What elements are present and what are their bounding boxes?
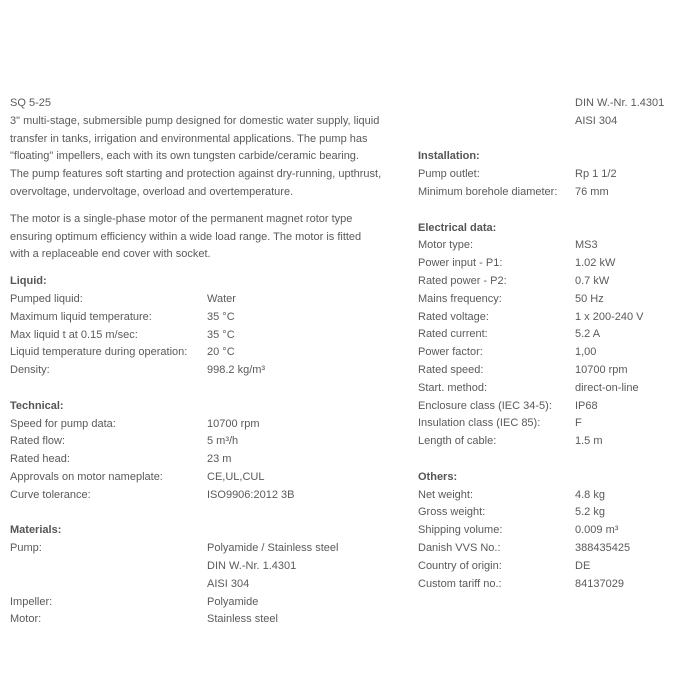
spec-row (10, 558, 405, 576)
spec-label: Custom tariff no.: (418, 577, 502, 590)
spec-row (418, 273, 690, 291)
spec-label: Start. method: (418, 381, 488, 394)
spec-label: Speed for pump data: (10, 417, 116, 430)
description-line: with a replaceable end cover with socket. (10, 248, 211, 261)
spec-label: Length of cable: (418, 435, 497, 448)
spec-value: DIN W.-Nr. 1.4301 (207, 559, 297, 572)
description-line: The motor is a single-phase motor of the permanent magnet rotor type (10, 212, 353, 225)
spec-row (10, 576, 405, 594)
installation-section (418, 148, 690, 201)
spec-label: Rated current: (418, 328, 488, 341)
spec-value: CE,UL,CUL (207, 470, 265, 483)
spec-row (10, 594, 405, 612)
spec-label: Rated voltage: (418, 310, 489, 323)
spec-label: Danish VVS No.: (418, 541, 501, 554)
spec-row (418, 558, 690, 576)
spec-value: 998.2 kg/m³ (207, 364, 266, 377)
spec-row (418, 291, 690, 309)
left-column (10, 95, 405, 629)
section-heading: Electrical data: (418, 221, 497, 234)
spec-value: 76 mm (575, 185, 609, 198)
spec-value: 10700 rpm (575, 363, 628, 376)
right-column (418, 95, 690, 593)
spec-label: Minimum borehole diameter: (418, 185, 558, 198)
motor-description (10, 211, 405, 264)
spec-value: ISO9906:2012 3B (207, 488, 295, 501)
product-title: SQ 5-25 (10, 97, 51, 109)
spec-value: 1.5 m (575, 435, 603, 448)
spec-value: 0.009 m³ (575, 524, 619, 537)
description-line: 3" multi-stage, submersible pump designed for domestic water supply, liquid (10, 114, 380, 127)
spec-row (418, 309, 690, 327)
spec-label: Pumped liquid: (10, 292, 83, 305)
spec-label: Enclosure class (IEC 34-5): (418, 399, 552, 412)
spec-label: Pump: (10, 542, 42, 555)
spec-row (418, 344, 690, 362)
spec-value: 0.7 kW (575, 274, 610, 287)
spec-row (10, 309, 405, 327)
spec-value: 35 °C (207, 328, 235, 341)
materials-section (10, 522, 405, 629)
spec-value: Rp 1 1/2 (575, 168, 617, 181)
spec-value: 5.2 A (575, 328, 601, 341)
spec-label: Max liquid t at 0.15 m/sec: (10, 328, 138, 341)
spec-value: 1,00 (575, 346, 597, 359)
spec-value: AISI 304 (207, 577, 250, 590)
spec-row (418, 380, 690, 398)
spec-row (418, 415, 690, 433)
spec-label: Rated flow: (10, 435, 66, 448)
spec-label: Rated power - P2: (418, 274, 507, 287)
spec-label: Power factor: (418, 346, 483, 359)
description-line: transfer in tanks, irrigation and environmental applications. The pump has (10, 132, 368, 145)
spec-row (10, 416, 405, 434)
spec-value: DE (575, 559, 591, 572)
spec-value: Polyamide (207, 595, 259, 608)
spec-row (418, 433, 690, 451)
spec-value: 5 m³/h (207, 435, 239, 448)
spec-value: Water (207, 292, 236, 305)
section-heading: Others: (418, 470, 458, 483)
spec-value: 84137029 (575, 577, 624, 590)
spec-row (10, 469, 405, 487)
spec-row (418, 326, 690, 344)
spec-row (10, 362, 405, 380)
electrical-section (418, 220, 690, 451)
spec-value: 20 °C (207, 346, 235, 359)
spec-value: IP68 (575, 399, 598, 412)
spec-row (418, 576, 690, 594)
spec-row (10, 327, 405, 345)
spec-label: Pump outlet: (418, 168, 480, 181)
product-description (10, 113, 405, 202)
spec-row (418, 540, 690, 558)
spec-value: DIN W.-Nr. 1.4301 (575, 97, 665, 109)
spec-row (418, 237, 690, 255)
spec-value: 388435425 (575, 541, 631, 554)
spec-row (10, 487, 405, 505)
spec-label: Rated head: (10, 453, 70, 466)
spec-label: Country of origin: (418, 559, 502, 572)
description-line: "floating" impellers, each with its own tungsten carbide/ceramic bearing. (10, 150, 359, 163)
spec-row (418, 487, 690, 505)
spec-value: Polyamide / Stainless steel (207, 542, 339, 555)
description-line: ensuring optimum efficiency within a wide load range. The motor is fitted (10, 230, 362, 243)
section-heading: Technical: (10, 399, 64, 412)
spec-row (418, 166, 690, 184)
spec-label: Motor type: (418, 239, 474, 252)
spec-value: 35 °C (207, 310, 235, 323)
spec-value: F (575, 417, 582, 430)
spec-label: Insulation class (IEC 85): (418, 417, 541, 430)
spec-label: Gross weight: (418, 506, 486, 519)
spec-value: direct-on-line (575, 381, 639, 394)
spec-value: 1.02 kW (575, 257, 616, 270)
spec-label: Impeller: (10, 595, 53, 608)
section-heading: Installation: (418, 150, 480, 163)
spec-label: Density: (10, 364, 50, 377)
spec-value: Stainless steel (207, 613, 278, 626)
spec-label: Liquid temperature during operation: (10, 346, 188, 359)
technical-section (10, 398, 405, 505)
spec-label: Approvals on motor nameplate: (10, 470, 163, 483)
spec-row (10, 540, 405, 558)
spec-row (10, 344, 405, 362)
spec-row (418, 184, 690, 202)
spec-label: Net weight: (418, 488, 474, 501)
spec-label: Shipping volume: (418, 524, 503, 537)
section-heading: Liquid: (10, 275, 47, 288)
spec-row (418, 504, 690, 522)
spec-row (10, 611, 405, 629)
spec-label: Maximum liquid temperature: (10, 310, 152, 323)
spec-value: 23 m (207, 453, 232, 466)
spec-value: 4.8 kg (575, 488, 605, 501)
spec-value: 5.2 kg (575, 506, 605, 519)
spec-row (418, 522, 690, 540)
spec-row (418, 398, 690, 416)
spec-value: 50 Hz (575, 292, 604, 305)
spec-label: Motor: (10, 613, 42, 626)
spec-row (418, 255, 690, 273)
description-line: overvoltage, undervoltage, overload and overtemperature. (10, 185, 294, 198)
spec-value: 10700 rpm (207, 417, 260, 430)
section-heading: Materials: (10, 524, 62, 537)
spec-value: 1 x 200-240 V (575, 310, 644, 323)
spec-value: MS3 (575, 239, 598, 252)
spec-value: AISI 304 (575, 114, 618, 127)
spec-label: Curve tolerance: (10, 488, 91, 501)
spec-row (10, 451, 405, 469)
description-line: The pump features soft starting and protection against dry-running, upthrust, (10, 168, 382, 181)
liquid-section (10, 273, 405, 380)
spec-label: Mains frequency: (418, 292, 502, 305)
spec-label: Rated speed: (418, 363, 484, 376)
spec-row (10, 291, 405, 309)
spec-label: Power input - P1: (418, 257, 503, 270)
spec-row (10, 433, 405, 451)
others-section (418, 469, 690, 594)
spec-row (418, 362, 690, 380)
